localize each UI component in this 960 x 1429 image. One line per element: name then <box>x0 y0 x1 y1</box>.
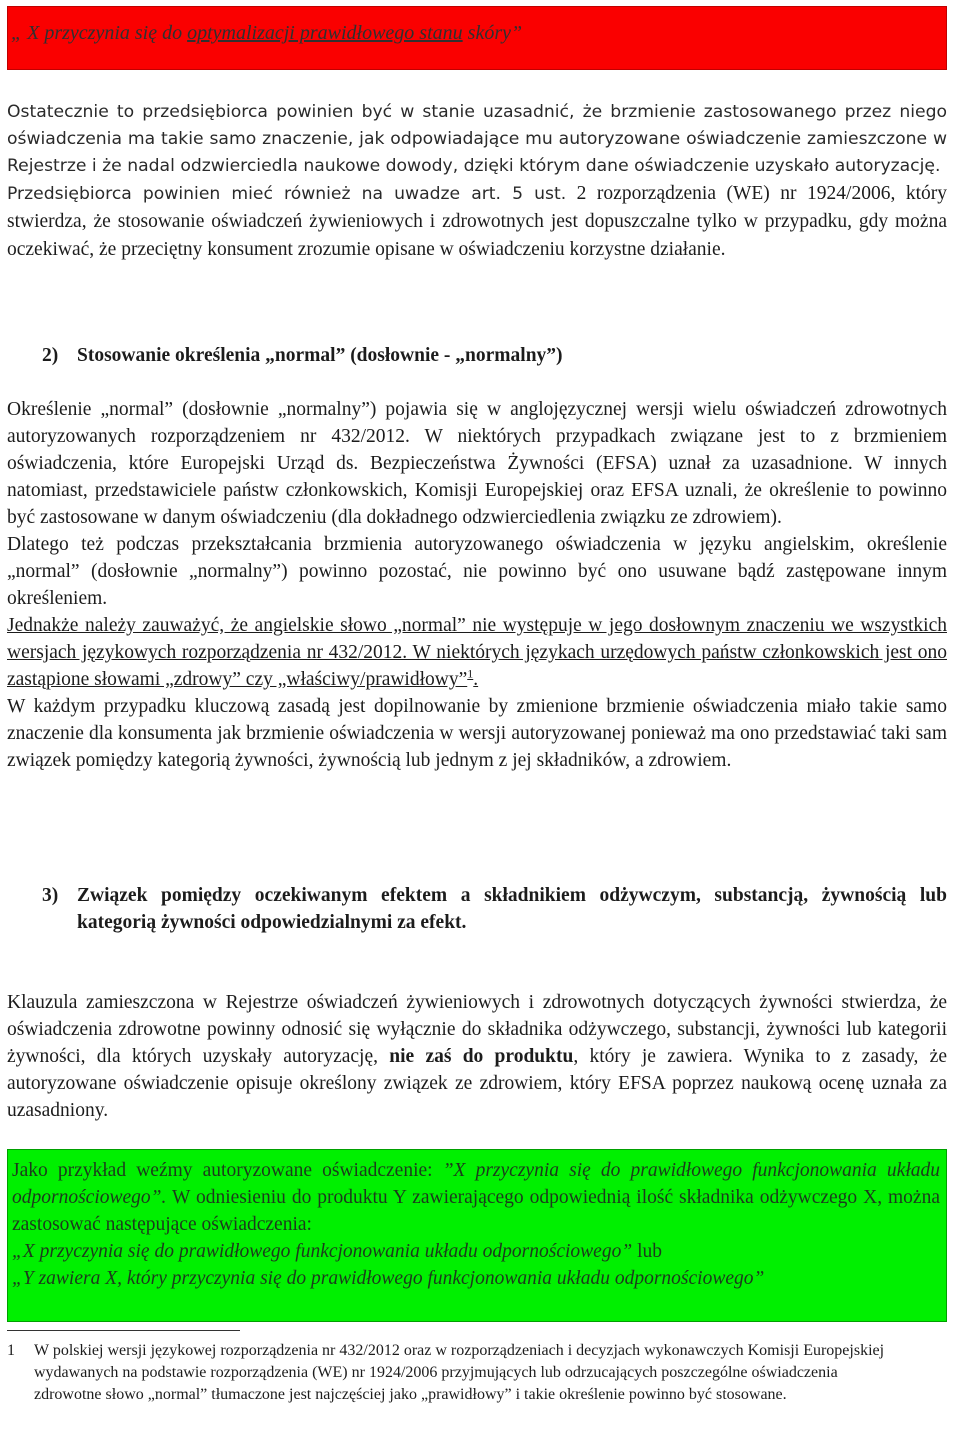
highlighted-claim-banner <box>7 6 947 70</box>
footnote-text: W polskiej wersji językowej rozporządzenia nr 432/2012 oraz w rozporządzeniach i decyzjach wykonawczych Komisji Europejskiej wydawanych na podstawie rozporządzenia (WE) nr 1924/2006 przyjmujących lub odrzucających poszczególne oświadczenia zdrowotne słowo „normal” tłumaczone jest najczęściej jako „prawidłowy” i takie określenie powinno być stosowane. <box>34 1342 885 1403</box>
section-2-paragraph-3: Jednakże należy zauważyć, że angielskie słowo „normal” nie występuje w jego dosłownym znaczeniu we wszystkich wersjach językowych rozporządzenia nr 432/2012. W niektórych językach urzędowych państw członkowskich jest ono zastąpione słowami „zdrowy” czy „właściwy/prawidłowy”$^1$. <box>7 615 947 690</box>
example-option-2: „Y zawiera X, który przyczynia się do prawidłowego funkcjonowania układu odpornościowego” <box>12 1268 765 1289</box>
footnote-reference[interactable]: 1 <box>467 666 474 681</box>
section-2-paragraph-2: Dlatego też podczas przekształcania brzmienia autoryzowanego oświadczenia w języku angielskim, określenie „normal” (dosłownie „normalny”) powinno pozostać, nie powinno być ono usuwane bądź zastępowane innym określeniem. <box>7 534 947 609</box>
section-2-paragraph-1: Określenie „normal” (dosłownie „normalny”) pojawia się w anglojęzycznej wersji wielu oświadczeń zdrowotnych autoryzowanych rozporządzeniem nr 432/2012. W niektórych przypadkach związane jest to z brzmieniem oświadczenia, które Europejski Urząd ds. Bezpieczeństwa Żywności (EFSA) uznał za uzasadnione. W innych natomiast, przedstawiciele państw członkowskich, Komisji Europejskiej oraz EFSA uznali, że określenie to powinno być zastosowane w danym oświadczeniu (dla dokładnego odzwierciedlenia związku ze zdrowiem). <box>7 399 947 528</box>
example-option-1: „X przyczynia się do prawidłowego funkcjonowania układu odpornościowego” lub <box>12 1241 662 1262</box>
example-box <box>7 1149 947 1322</box>
section-2-heading: 2) Stosowanie określenia „normal” (dosłownie - „normalny”) <box>42 345 563 366</box>
intro-paragraph-2: Przedsiębiorca powinien mieć również na uwadze art. 5 ust. 2 rozporządzenia (WE) nr 1924/2006, który stwierdza, że stosowanie oświadczeń żywieniowych i zdrowotnych jest dopuszczalne tylko w przypadku, gdy można oczekiwać, że przeciętny konsument zrozumie opisane w oświadczeniu korzystne działanie. <box>7 183 947 260</box>
example-paragraph: Jako przykład weźmy autoryzowane oświadczenie: ”X przyczynia się do prawidłowego funkcjonowania układu odpornościowego”. W odniesieniu do produktu Y zawierającego odpowiednią ilość składnika odżywczego X, można zastosować następujące oświadczenia: <box>12 1160 940 1235</box>
section-2-body <box>7 396 947 774</box>
intro-section <box>7 99 947 264</box>
banner-underlined-phrase: optymalizacji prawidłowego stanu <box>187 22 463 44</box>
footnote-number: 1 <box>7 1342 15 1359</box>
footnote-divider <box>7 1330 240 1331</box>
banner-claim-text: „ X przyczynia się do optymalizacji prawidłowego stanu skóry” <box>11 22 523 44</box>
intro-paragraph-1: Ostatecznie to przedsiębiorca powinien być w stanie uzasadnić, że brzmienie zastosowanego przez niego oświadczenia ma takie samo znaczenie, jak odpowiadające mu autoryzowane oświadczenie zamieszczone w Rejestrze i że nadal odzwierciedla naukowe dowody, dzięki którym dane oświadczenie uzyskało autoryzację. <box>7 102 947 176</box>
footnote <box>7 1340 907 1406</box>
section-2-paragraph-4: W każdym przypadku kluczową zasadą jest dopilnowanie by zmienione brzmienie oświadczenia miało takie samo znaczenie dla konsumenta jak brzmienie oświadczenia w wersji autoryzowanej ponieważ ma ono przedstawiać taki sam związek pomiędzy kategorią żywności, żywnością lub jednym z jej składników, a zdrowiem. <box>7 696 947 771</box>
section-3-heading: 3) Związek pomiędzy oczekiwanym efektem a składnikiem odżywczym, substancją, żywnością lub kategorią żywności odpowiedzialnymi za efekt. <box>42 885 947 933</box>
clause-emphasis: nie zaś do produktu <box>389 1046 574 1067</box>
example-claim: ”X przyczynia się do prawidłowego funkcjonowania układu odpornościowego”. <box>12 1160 940 1208</box>
clause-paragraph: Klauzula zamieszczona w Rejestrze oświadczeń żywieniowych i zdrowotnych dotyczących żywności stwierdza, że oświadczenia zdrowotne powinny odnosić się wyłącznie do składnika odżywczego, substancji, żywności lub kategorii żywności, dla których uzyskały autoryzację, nie zaś do produktu, który je zawiera. Wynika to z zasady, że autoryzowane oświadczenie opisuje określony związek ze zdrowiem, który EFSA poprzez naukową ocenę uznała za uzasadniony. <box>7 992 947 1121</box>
